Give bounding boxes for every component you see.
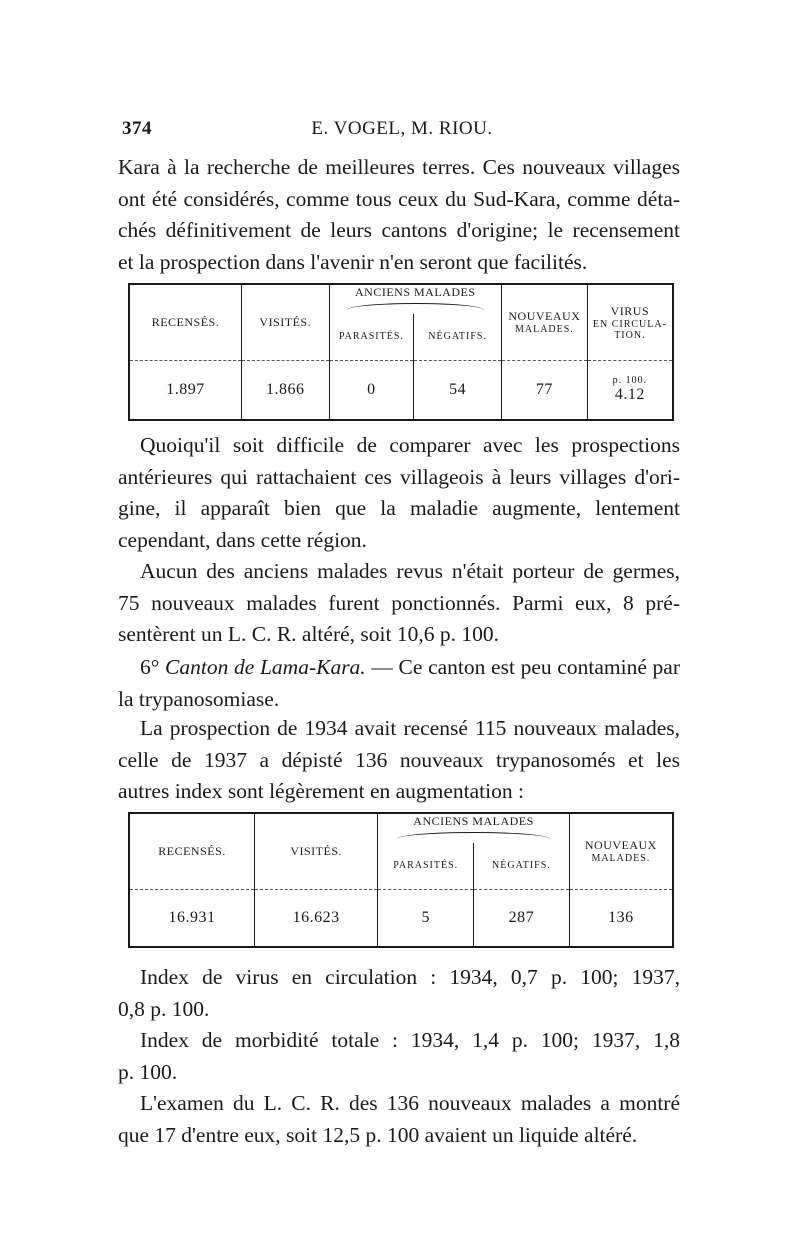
- text-line: chés définitivement de leurs cantons d'origine; le recensement: [118, 218, 680, 242]
- table-canton-1: [128, 283, 674, 421]
- page-number: 374: [122, 118, 152, 139]
- text-line: [118, 652, 680, 684]
- paragraph-5: [118, 713, 680, 808]
- cell-negatifs: 287: [474, 889, 570, 947]
- cell-parasites: 5: [378, 889, 474, 947]
- header-virus-line2: EN CIRCULA-: [592, 318, 667, 330]
- header-recenses: RECENSÉS.: [158, 843, 226, 858]
- brace-decoration: [347, 303, 484, 310]
- header-nouveaux-line2: MALADES.: [591, 853, 651, 865]
- header-virus: [587, 284, 673, 360]
- cell-recenses: 1.897: [129, 360, 241, 420]
- table-row: [129, 889, 673, 947]
- text-line: gine, il apparaît bien que la maladie augmente, lentement: [118, 496, 680, 520]
- header-anciens-malades-label: ANCIENS MALADES: [413, 814, 534, 828]
- cell-virus-unit: p. 100.: [612, 375, 648, 387]
- text-line: la trypanosomiase.: [118, 686, 280, 711]
- cell-recenses: 16.931: [129, 889, 254, 947]
- header-parasites: PARASITÉS.: [329, 314, 414, 360]
- header-recenses: RECENSÉS.: [151, 314, 220, 329]
- text-line: 75 nouveaux malades furent ponctionnés. Parmi eux, 8 pré-: [118, 590, 680, 615]
- paragraph-1: [118, 152, 680, 278]
- cell-parasites: 0: [329, 360, 414, 420]
- paragraph-6: [118, 962, 680, 1025]
- text-line: Kara à la recherche de meilleures terres. Ces nouveaux villages: [118, 155, 680, 179]
- section-title: Canton de Lama-Kara.: [165, 655, 366, 679]
- text-line: Quoiqu'il soit difficile de comparer avec les prospections: [140, 433, 680, 457]
- paragraph-8: [118, 1088, 680, 1151]
- text-line: cependant, dans cette région.: [118, 527, 367, 552]
- text-line: La prospection de 1934 avait recensé 115 nouveaux malades,: [140, 716, 680, 740]
- header-visites: VISITÉS.: [254, 813, 377, 889]
- text-line: Index de virus en circulation : 1934, 0,7 p. 100; 1937,: [140, 965, 680, 989]
- paragraph-4: [118, 652, 680, 715]
- cell-virus-value: 4.12: [614, 386, 645, 404]
- header-parasites: PARASITÉS.: [378, 843, 474, 889]
- text-line: Aucun des anciens malades revus n'était porteur de germes,: [140, 559, 680, 583]
- section-text: — Ce canton est peu contaminé par: [365, 655, 680, 679]
- cell-visites: 1.866: [241, 360, 329, 420]
- header-nouveaux-line1: NOUVEAUX: [584, 838, 657, 853]
- header-negatifs: NÉGATIFS.: [414, 314, 502, 360]
- text-line: ont été considérés, comme tous ceux du Sud-Kara, comme déta-: [118, 186, 680, 211]
- header-virus-line3: TION.: [614, 329, 646, 341]
- paragraph-2: [118, 430, 680, 556]
- text-line: et la prospection dans l'avenir n'en seront que facilités.: [118, 249, 588, 274]
- cell-nouveaux: 77: [501, 360, 587, 420]
- table-canton-2: [128, 812, 674, 948]
- text-line: p. 100.: [118, 1059, 178, 1084]
- text-line: que 17 d'entre eux, soit 12,5 p. 100 avaient un liquide altéré.: [118, 1122, 638, 1147]
- header-nouveaux-malades: [569, 813, 673, 889]
- text-line: 0,8 p. 100.: [118, 996, 210, 1021]
- text-line: sentèrent un L. C. R. altéré, soit 10,6 p. 100.: [118, 622, 499, 646]
- header-anciens-malades: [329, 284, 501, 314]
- header-nouveaux-line1: NOUVEAUX: [508, 309, 581, 324]
- brace-decoration: [397, 832, 549, 839]
- header-anciens-malades-label: ANCIENS MALADES: [355, 285, 476, 299]
- running-title: E. VOGEL, M. RIOU.: [311, 118, 493, 139]
- cell-virus: [587, 360, 673, 420]
- section-number: 6°: [140, 655, 166, 679]
- header-visites: VISITÉS.: [241, 284, 329, 360]
- header-negatifs: NÉGATIFS.: [474, 843, 570, 889]
- header-nouveaux-line2: MALADES.: [514, 324, 574, 336]
- text-line: autres index sont légèrement en augmentation :: [118, 779, 524, 803]
- header-virus-line1: VIRUS: [610, 303, 650, 318]
- paragraph-7: [118, 1025, 680, 1088]
- table-row: [129, 360, 673, 420]
- header-anciens-malades: [378, 813, 569, 843]
- text-line: antérieures qui rattachaient ces villageois à leurs villages d'ori-: [118, 464, 680, 489]
- text-line: celle de 1937 a dépisté 136 nouveaux trypanosomés et les: [118, 747, 680, 772]
- cell-negatifs: 54: [414, 360, 502, 420]
- running-header: [122, 118, 682, 148]
- text-line: Index de morbidité totale : 1934, 1,4 p. 100; 1937, 1,8: [140, 1028, 680, 1052]
- cell-nouveaux: 136: [569, 889, 673, 947]
- header-nouveaux-malades: [501, 284, 587, 360]
- cell-visites: 16.623: [254, 889, 377, 947]
- paragraph-3: [118, 556, 680, 651]
- text-line: L'examen du L. C. R. des 136 nouveaux malades a montré: [140, 1091, 680, 1115]
